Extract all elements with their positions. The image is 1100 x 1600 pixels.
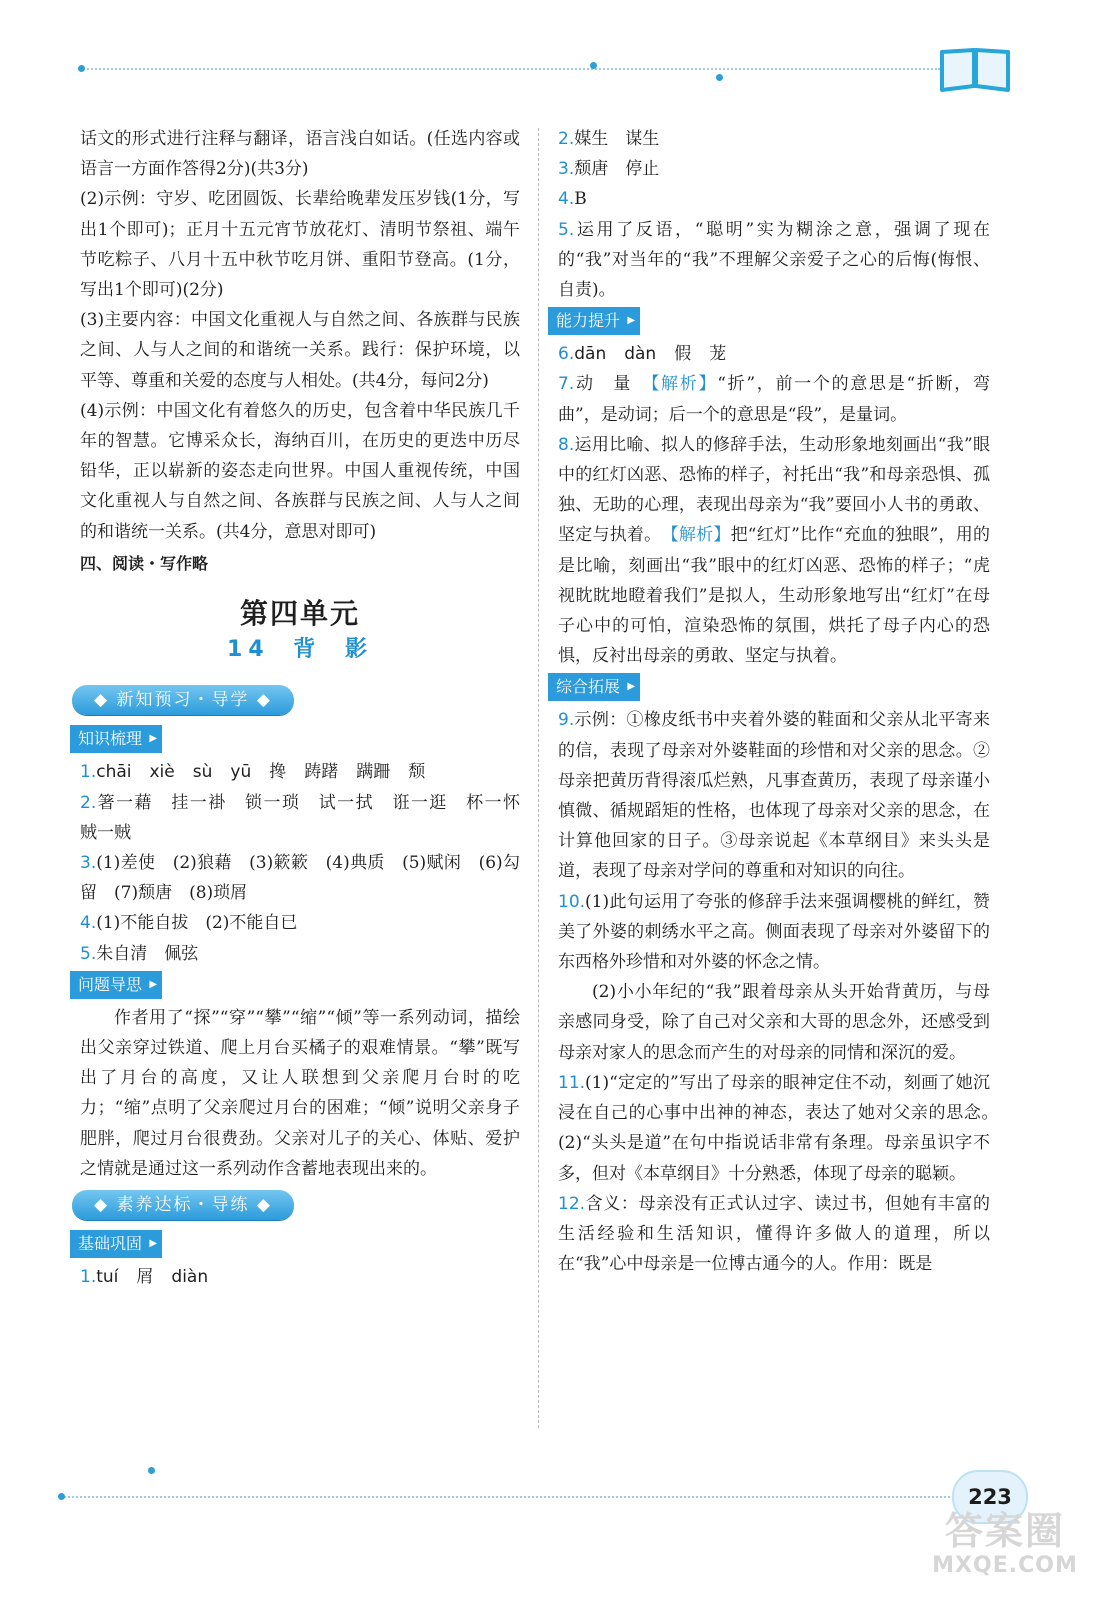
answer-item xyxy=(558,430,990,672)
answer-item xyxy=(80,908,520,938)
answer-item xyxy=(558,339,990,369)
item-number: 2. xyxy=(558,129,575,149)
analysis-text: “折”，前一个的意思是“折断，弯曲”，是动词；后一个的意思是“段”，是量词。 xyxy=(558,374,991,425)
answer-word: 茏 xyxy=(709,344,727,365)
unit-title: 第四单元 xyxy=(239,597,360,631)
answer-text: (1)“定定的”写出了母亲的眼神定住不动，刻画了她沉浸在自己的心事中出神的神态，表达了她对父亲的思念。 (2)“头头是道”在句中指说话非常有条理。母亲虽识字不多，但对《本草纲目》十分熟悉，体现了母亲的聪颖。 xyxy=(558,1072,1007,1184)
tag-basic: 基础巩固 ▶ xyxy=(70,1230,162,1258)
watermark-bottom: MXQE.COM xyxy=(932,1553,1078,1578)
answer-word: diàn xyxy=(171,1267,209,1288)
answer-text: 朱自清 佩弦 xyxy=(96,943,199,964)
answer-paragraph: (2)示例：守岁、吃团圆饭、长辈给晚辈发压岁钱(1分，写出1个即可)；正月十五元宵节放花灯、清明节祭祖、端午节吃粽子、八月十五中秋节吃月饼、重阳节登高。(1分，写出1个即可)(2分) xyxy=(80,189,520,301)
top-dotted-line xyxy=(80,68,940,70)
answer-word: 颓 xyxy=(408,762,426,783)
section-heading: 四、阅读・写作略 xyxy=(80,553,209,573)
answer-word: tuí xyxy=(96,1267,119,1288)
item-number: 7. xyxy=(558,374,575,395)
item-number: 1. xyxy=(80,762,97,783)
item-number: 4. xyxy=(80,913,97,934)
answer-item xyxy=(558,1189,990,1280)
answer-item xyxy=(80,757,520,787)
answer-item xyxy=(558,154,990,184)
answer-item xyxy=(80,848,520,908)
answer-paragraph: (2)小小年纪的“我”跟着母亲从头开始背黄历，与母亲感同身受，除了自己对父亲和大哥的思念外，还感受到母亲对家人的思念而产生的对母亲的同情和深沉的爱。 xyxy=(558,982,990,1063)
answer-text: 箸一藉 挂一褂 锁一琐 试一拭 诳一逛 杯一怀 贼一贼 xyxy=(80,792,537,843)
tag-ability: 能力提升 ▶ xyxy=(548,307,640,335)
top-dot xyxy=(78,65,85,72)
answer-item xyxy=(558,184,990,214)
item-number: 12. xyxy=(558,1193,586,1214)
top-dot xyxy=(716,74,723,81)
answer-word: 搀 xyxy=(269,762,287,783)
answer-paragraph: (3)主要内容：中国文化重视人与自然之间、各族群与民族之间、人与人之间的和谐统一关系。践行：保护环境，以平等、尊重和关爱的态度与人相处。(共4分，每问2分) xyxy=(80,310,520,391)
answer-paragraph: 话文的形式进行注释与翻译，语言浅白如话。(任选内容或语言一方面作答得2分)(共3分) xyxy=(80,129,520,180)
answer-item xyxy=(558,215,990,306)
answer-word: 蹒跚 xyxy=(356,762,391,783)
answer-text: 运用比喻、拟人的修辞手法，生动形象地刻画出“我”眼中的红灯凶恶、恐怖的样子，衬托出“我”和母亲恐惧、孤独、无助的心理，表现出母亲为“我”要回小人书的勇敢、坚定与执着。 xyxy=(558,434,990,546)
right-column xyxy=(556,124,1007,1279)
answer-word: dàn xyxy=(624,344,657,365)
column-divider xyxy=(538,128,539,1428)
item-number: 5. xyxy=(80,943,97,964)
answer-word: 屑 xyxy=(136,1267,154,1288)
answer-text: 运用了反语，“聪明”实为糊涂之意，强调了现在的“我”对当年的“我”不理解父亲爱子之心的后悔(悔恨、自责)。 xyxy=(558,219,990,301)
item-number: 2. xyxy=(80,792,97,813)
left-column xyxy=(78,124,537,1292)
item-number: 8. xyxy=(558,434,575,455)
bottom-dot xyxy=(148,1467,155,1474)
answer-item xyxy=(558,705,990,886)
item-number: 3. xyxy=(558,159,575,180)
answer-text: 颓唐 停止 xyxy=(574,159,660,180)
section-banner-practice: ◆ 素养达标・导练 ◆ xyxy=(72,1190,294,1220)
answer-text: (1)差使 (2)狼藉 (3)簌簌 (4)典质 (5)赋闲 (6)勾留 (7)颓唐 (8)琐屑 xyxy=(80,853,520,904)
answer-word: chāi xyxy=(96,762,132,783)
tag-expand: 综合拓展 ▶ xyxy=(548,673,640,701)
answer-text: (1)不能自拔 (2)不能自已 xyxy=(96,913,298,934)
answer-text: B xyxy=(574,189,587,210)
item-number: 11. xyxy=(558,1072,586,1093)
analysis-text: 把“红灯”比作“充血的独眼”，用的是比喻，刻画出“我”眼中的红灯凶恶、恐怖的样子；“虎视眈眈地瞪着我们”是拟人，生动形象地写出“红灯”在母子心中的可怕，渲染恐怖的氛围，烘托了母子内心的恐惧，反衬出母亲的勇敢、坚定与执着。 xyxy=(558,525,991,667)
item-number: 5. xyxy=(558,219,575,240)
watermark xyxy=(920,1510,1090,1588)
analysis-label: 【解析】 xyxy=(670,525,731,546)
item-number: 1. xyxy=(80,1267,97,1288)
answer-item xyxy=(80,939,520,969)
answer-item xyxy=(558,1068,1007,1189)
answer-item xyxy=(80,1262,520,1292)
bottom-dot xyxy=(58,1493,65,1500)
answer-word: sù xyxy=(192,762,213,783)
question-paragraph: 作者用了“探”“穿”“攀”“缩”“倾”等一系列动词，描绘出父亲穿过铁道、爬上月台买橘子的艰难情景。“攀”既写出了月台的高度，又让人联想到父亲爬月台时的吃力；“缩”点明了父亲爬过月台的困难；“倾”说明父亲身子肥胖，爬过月台很费劲。父亲对儿子的关心、体贴、爱护之情就是通过这一系列动作含蓄地表现出来的。 xyxy=(80,1007,520,1179)
answer-paragraph: (4)示例：中国文化有着悠久的历史，包含着中华民族几千年的智慧。它博采众长，海纳百川，在历史的更迭中历尽铅华，正以崭新的姿态走向世界。中国人重视传统，中国文化重视人与自然之间、各族群与民族之间、人与人之间的和谐统一关系。(共4分，意思对即可) xyxy=(80,400,520,542)
answer-word: dān xyxy=(574,344,607,365)
answer-text: 示例：①橡皮纸书中夹着外婆的鞋面和父亲从北平寄来的信，表现了母亲对外婆鞋面的珍惜和对父亲的思念。②母亲把黄历背得滚瓜烂熟，凡事查黄历，表现了母亲谨小慎微、循规蹈矩的性格，也体现了母亲对父亲的思念，在计算他回家的日子。③母亲说起《本草纲目》来头头是道，表现了母亲对学问的尊重和对知识的向往。 xyxy=(558,710,990,882)
book-icon xyxy=(938,44,1012,94)
answer-word: yū xyxy=(230,762,252,783)
item-number: 9. xyxy=(558,710,575,731)
answer-text: 含义：母亲没有正式认过字、读过书，但她有丰富的生活经验和生活知识，懂得许多做人的道理，所以在“我”心中母亲是一位博古通今的人。作用：既是 xyxy=(558,1193,990,1275)
answer-word: 假 xyxy=(674,344,692,365)
answer-item xyxy=(80,788,537,848)
page-number: 223 xyxy=(952,1470,1028,1524)
answer-text: 媒生 谋生 xyxy=(574,129,660,149)
answer-item xyxy=(558,369,990,429)
tag-knowledge: 知识梳理 ▶ xyxy=(70,725,162,753)
tag-question: 问题导思 ▶ xyxy=(70,971,162,999)
answer-text: (1)此句运用了夸张的修辞手法来强调樱桃的鲜红，赞美了外婆的刺绣水平之高。侧面表现了母亲对外婆留下的东西格外珍惜和对外婆的怀念之情。 xyxy=(558,891,990,973)
watermark-top: 答案圈 xyxy=(944,1509,1065,1553)
top-dot xyxy=(590,62,597,69)
lesson-title: 14 背 影 xyxy=(227,637,373,663)
item-number: 6. xyxy=(558,344,575,365)
item-number: 10. xyxy=(558,891,586,912)
section-banner-preview: ◆ 新知预习・导学 ◆ xyxy=(72,685,294,715)
item-number: 3. xyxy=(80,853,97,874)
answer-word: 踌躇 xyxy=(304,762,339,783)
answer-text: 动 量 xyxy=(574,374,633,395)
bottom-dotted-line xyxy=(60,1496,950,1498)
analysis-label: 【解析】 xyxy=(650,374,718,395)
answer-item xyxy=(558,124,990,154)
answer-word: xiè xyxy=(149,762,175,783)
item-number: 4. xyxy=(558,189,575,210)
answer-item xyxy=(558,887,990,978)
